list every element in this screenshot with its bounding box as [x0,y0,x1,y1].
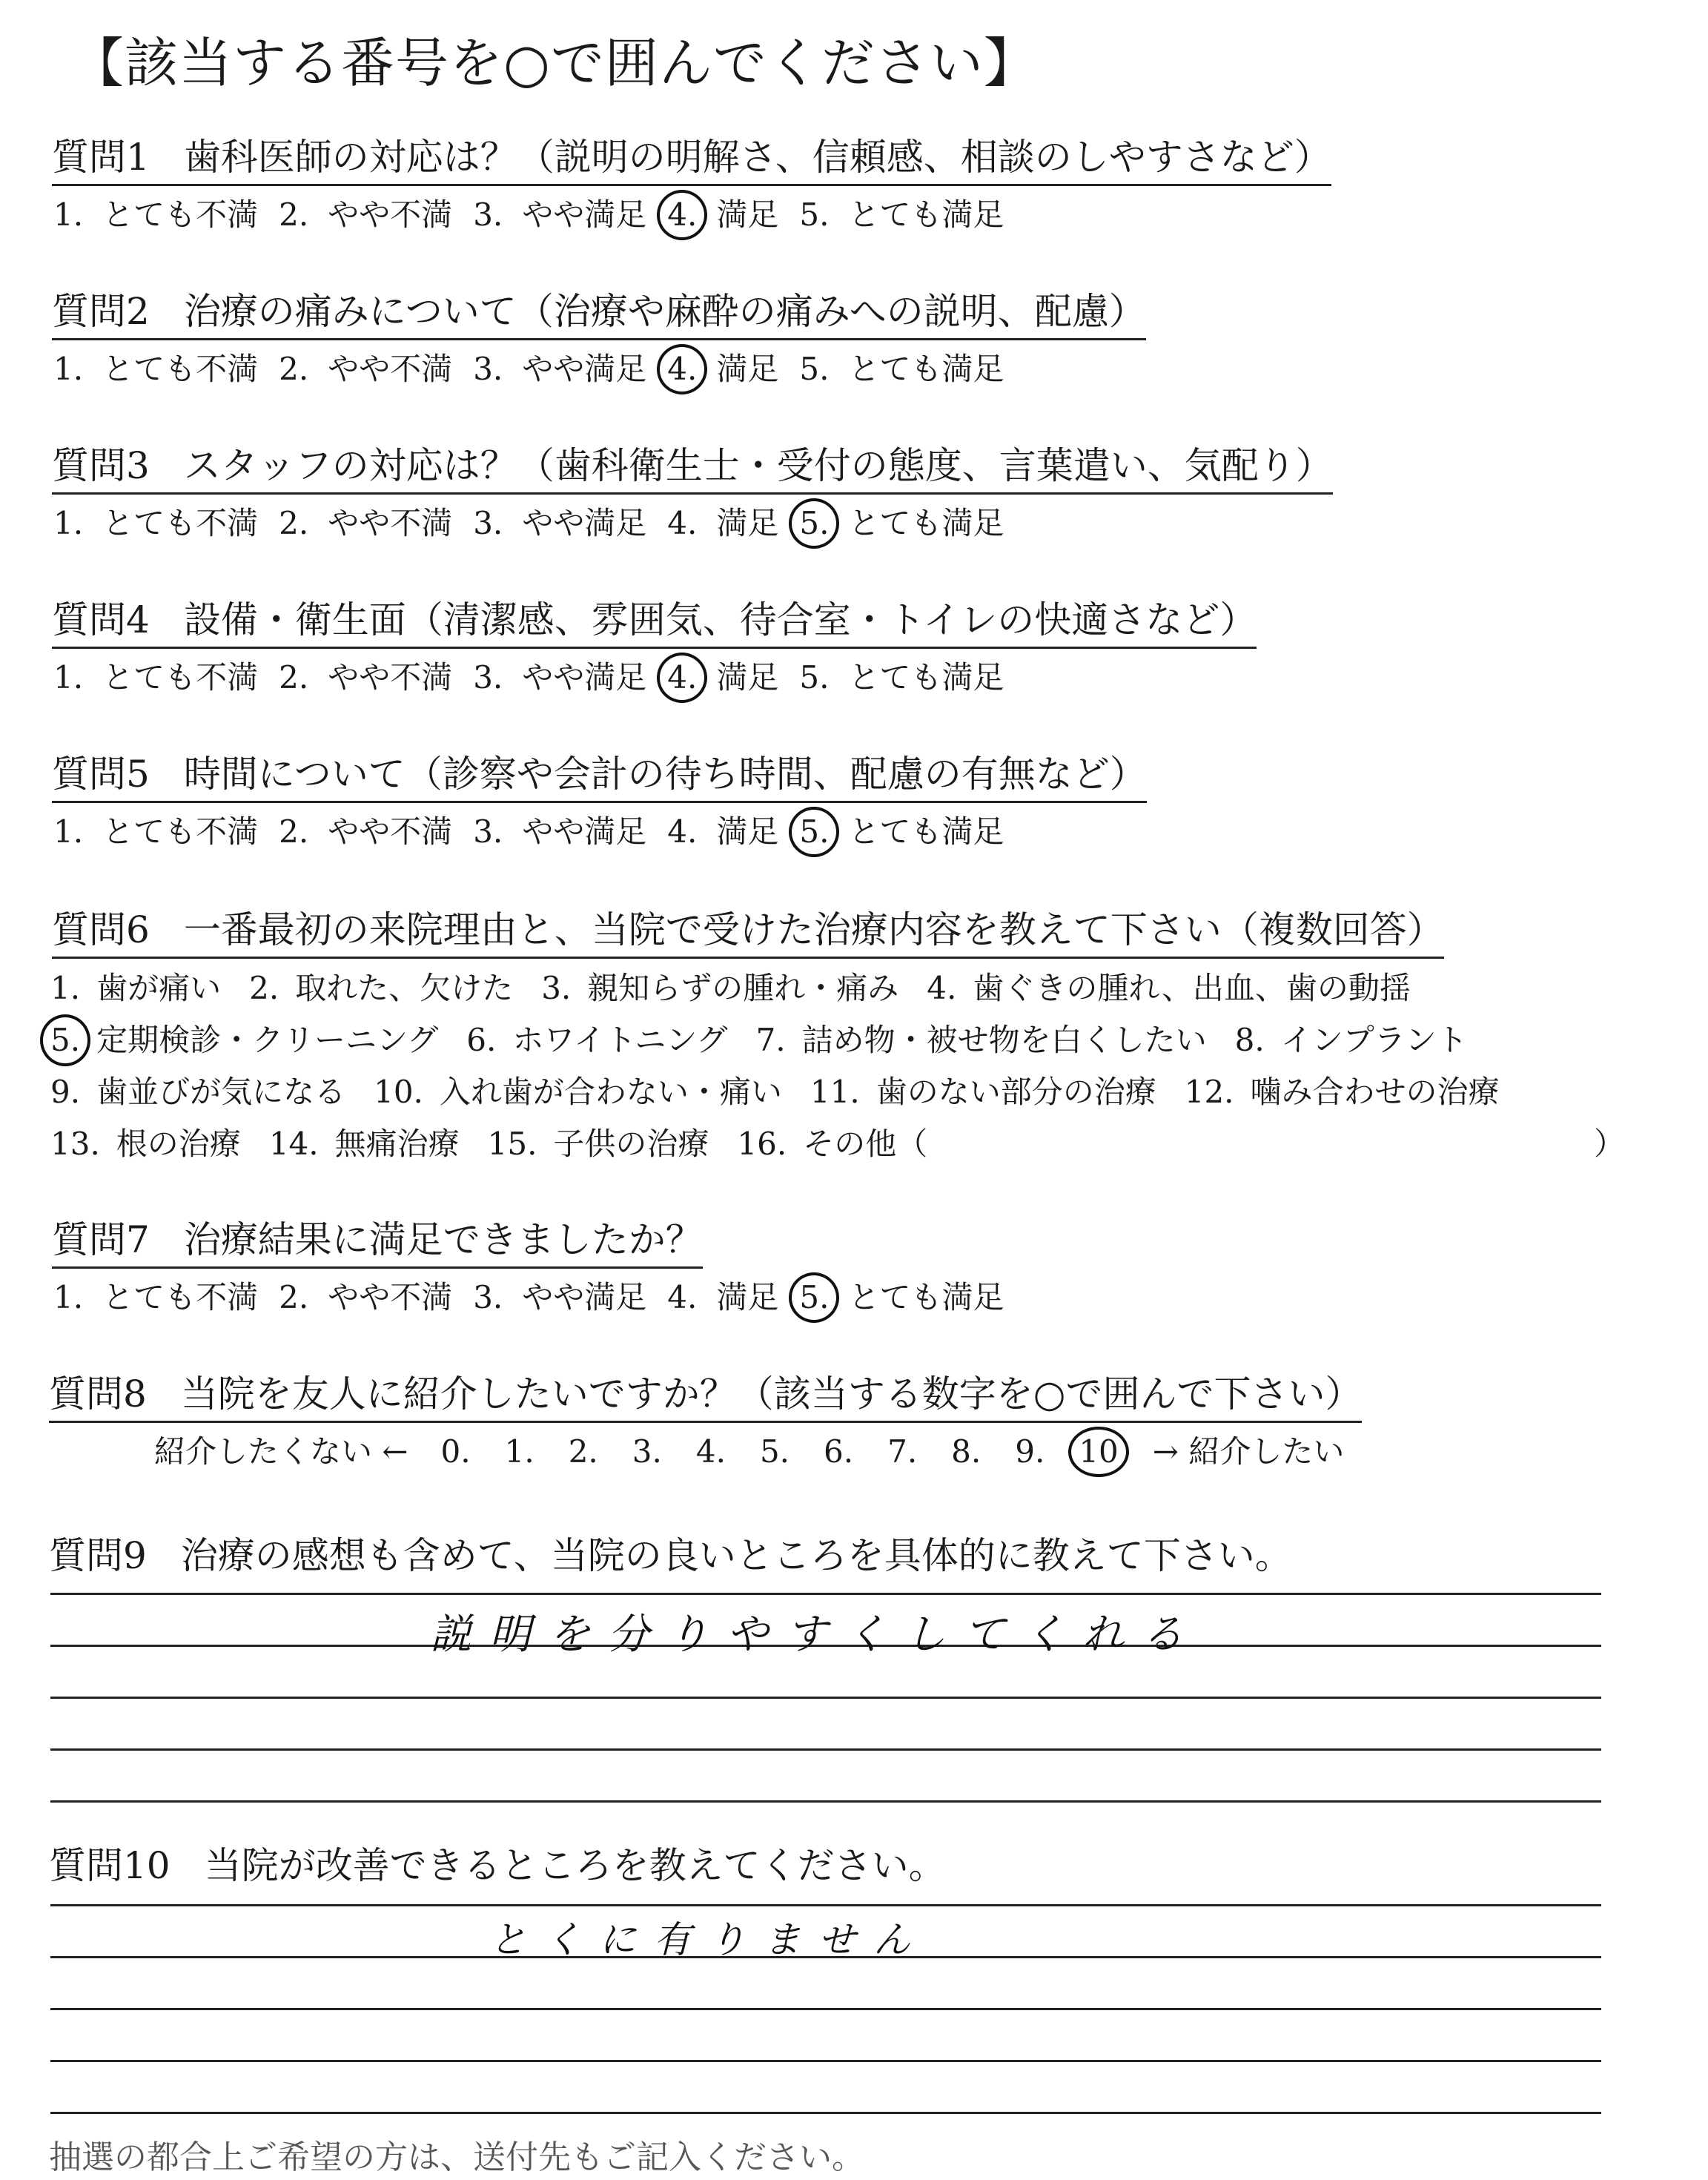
question-1-option-1[interactable] [53,194,258,236]
option-label: 親知らずの腫れ・痛み [587,970,899,1006]
question-4-option-2[interactable] [279,657,452,698]
option-number: 5. [759,1433,790,1470]
option-number: 9. [50,1074,81,1110]
question-3-option-1[interactable] [53,503,258,544]
question-7-option-5[interactable] [799,1277,1004,1318]
answer-line [50,1593,1601,1595]
question-6-option-12[interactable] [1185,1071,1500,1114]
question-8-number-3[interactable] [632,1431,662,1473]
question-6-option-5[interactable] [50,1019,438,1062]
question-1-option-4[interactable] [667,194,778,236]
option-label: 詰め物・被せ物を白くしたい [801,1022,1207,1058]
option-label: とても不満 [102,505,259,541]
question-7-options [53,1277,1025,1318]
option-number: 14. [268,1126,319,1162]
option-label: とても不満 [102,659,259,696]
option-number: 2. [568,1433,598,1470]
question-6-option-13[interactable] [50,1123,241,1166]
option-label: やや満足 [522,196,647,233]
option-number: 1. [53,351,84,387]
option-number: 1. [53,196,84,233]
option-label: やや不満 [328,505,453,541]
option-label: ホワイトニング [512,1022,728,1058]
option-label: とても不満 [102,196,259,233]
question-7-title [52,1216,703,1269]
question-number: 質問3 [52,444,150,487]
option-number: 2. [279,196,309,233]
option-number: 3. [473,659,503,696]
option-label: とても満足 [848,351,1004,387]
option-number: 4. [695,1433,726,1470]
question-8-scale [154,1431,1344,1473]
question-7-option-3[interactable] [473,1277,646,1318]
question-6-option-7[interactable] [756,1019,1207,1062]
question-number: 質問5 [52,753,150,796]
option-label: やや不満 [328,659,453,696]
answer-line [50,2060,1601,2062]
option-label: とても不満 [102,1279,259,1315]
question-text: 時間について（診察や会計の待ち時間、配慮の有無など） [183,753,1147,796]
option-number: 6. [824,1433,854,1470]
question-2-option-4[interactable] [667,349,778,390]
question-4-option-1[interactable] [53,657,258,698]
question-7-option-1[interactable] [53,1277,258,1318]
option-label: 満足 [716,351,779,387]
answer-line [50,1904,1601,1906]
option-number: 4. [667,657,697,698]
question-6-options-row [50,1019,1496,1062]
question-2-option-3[interactable] [473,349,646,390]
option-label: 取れた、欠けた [295,970,514,1006]
question-5-option-1[interactable] [53,811,258,853]
question-6-option-10[interactable] [374,1071,782,1114]
question-2-option-2[interactable] [279,349,452,390]
option-number: 11. [810,1074,860,1110]
option-number: 5. [799,196,830,233]
question-3-title [52,442,1333,495]
question-6-option-15[interactable] [488,1123,709,1166]
option-label: とても満足 [848,813,1004,850]
question-1-title [52,133,1331,186]
question-6-option-4[interactable] [927,967,1411,1010]
option-label: やや満足 [522,659,647,696]
page-heading: 【該当する番号を○で囲んでください】 [70,32,1038,94]
option-label: 満足 [716,505,779,541]
question-5-option-5[interactable] [799,811,1004,853]
question-2-option-1[interactable] [53,349,258,390]
option-number: 3. [541,970,572,1006]
option-number: 4. [667,349,697,390]
question-5-option-3[interactable] [473,811,646,853]
question-8-number-2[interactable] [569,1431,598,1473]
option-label: 満足 [716,1279,779,1315]
option-number: 4. [927,970,957,1006]
option-number: 1. [53,813,84,850]
question-4-options [53,657,1025,698]
question-8-number-6[interactable] [824,1431,853,1473]
option-label: 満足 [716,813,779,850]
question-3-options [53,503,1025,544]
question-6-options-row [50,1123,956,1166]
question-6-option-9[interactable] [50,1071,345,1114]
question-text: 治療の感想も含めて、当院の良いところを具体的に教えて下さい。 [180,1534,1292,1577]
question-7-option-2[interactable] [279,1277,452,1318]
option-label: 子供の治療 [553,1126,709,1162]
option-label: 歯が痛い [96,970,222,1006]
question-1-options [53,194,1025,236]
question-text: 当院を友人に紹介したいですか？（該当する数字を○で囲んで下さい） [180,1373,1363,1416]
question-8-number-9[interactable] [1015,1431,1045,1473]
question-number: 質問9 [49,1534,147,1577]
question-4-title [52,596,1257,649]
question-1-option-5[interactable] [799,194,1004,236]
option-number: 15. [487,1126,537,1162]
question-8-number-7[interactable] [887,1431,917,1473]
question-5-option-2[interactable] [279,811,452,853]
option-label: 噛み合わせの治療 [1250,1074,1500,1110]
question-text: 当院が改善できるところを教えてください。 [204,1844,946,1887]
option-number: 1. [53,659,84,696]
question-number: 質問7 [52,1218,150,1261]
other-close-paren: ） [1594,1126,1626,1162]
question-8-number-4[interactable] [696,1431,726,1473]
question-8-number-0[interactable] [441,1431,471,1473]
option-number: 4. [667,1279,698,1315]
option-label: やや不満 [328,196,453,233]
question-number: 質問10 [49,1844,171,1887]
answer-line [50,2008,1601,2010]
option-number: 4. [667,194,697,236]
option-number: 7. [887,1433,918,1470]
option-label: やや不満 [328,813,453,850]
option-label: 満足 [716,659,779,696]
question-text: 治療の痛みについて（治療や麻酔の痛みへの説明、配慮） [183,290,1146,333]
option-label: 入れ歯が合わない・痛い [439,1074,782,1110]
option-number: 12. [1184,1074,1234,1110]
option-number: 3. [632,1433,662,1470]
answer-line [50,2112,1601,2114]
question-4-option-3[interactable] [473,657,646,698]
option-label: 満足 [716,196,779,233]
option-number: 5. [799,351,830,387]
question-6-option-8[interactable] [1235,1019,1468,1062]
option-label: とても満足 [848,1279,1004,1315]
question-4-option-4[interactable] [667,657,778,698]
scale-left-label: 紹介したくない ← [154,1433,408,1470]
question-5-options [53,811,1025,853]
question-10-answer[interactable]: とくに有りません [489,1918,928,1961]
option-number: 8. [1234,1022,1265,1058]
question-text: 設備・衛生面（清潔感、雰囲気、待合室・トイレの快適さなど） [183,598,1257,641]
question-7-option-4[interactable] [667,1277,778,1318]
option-number: 2. [279,659,309,696]
question-1-option-3[interactable] [473,194,646,236]
option-label: とても不満 [102,351,259,387]
footer-note: 抽選の都合上ご希望の方は、送付先もご記入ください。 [49,2138,864,2176]
question-6-option-14[interactable] [269,1123,460,1166]
question-9-title [49,1532,1292,1579]
option-label: とても満足 [848,659,1004,696]
option-label: やや満足 [522,813,647,850]
question-5-title [52,750,1147,803]
option-label: 根の治療 [116,1126,241,1162]
question-8-number-8[interactable] [951,1431,981,1473]
option-number: 6. [466,1022,497,1058]
question-6-option-1[interactable] [50,967,221,1010]
option-label: 歯並びが気になる [96,1074,346,1110]
question-8-number-5[interactable] [760,1431,790,1473]
question-6-option-2[interactable] [249,967,513,1010]
question-6-options-row [50,1071,1528,1114]
question-8-title [49,1370,1362,1423]
option-label: 定期検診・クリーニング [96,1022,439,1058]
question-text: 歯科医師の対応は？（説明の明解さ、信頼感、相談のしやすさなど） [183,136,1331,179]
question-2-option-5[interactable] [799,349,1004,390]
option-label: やや満足 [522,505,647,541]
option-number: 5. [50,1019,80,1062]
option-number: 8. [951,1433,982,1470]
option-number: 3. [473,196,503,233]
option-number: 3. [473,813,503,850]
answer-line [50,1748,1601,1751]
question-2-title [52,288,1146,340]
question-5-option-4[interactable] [667,811,778,853]
question-number: 質問4 [52,598,150,641]
question-6-option-16[interactable] [737,1123,927,1166]
option-number: 2. [279,351,309,387]
option-label: その他（ [803,1126,928,1162]
option-number: 5. [799,811,829,853]
option-label: とても満足 [848,505,1004,541]
option-number: 1. [504,1433,534,1470]
option-number: 7. [755,1022,786,1058]
option-number: 4. [667,505,698,541]
option-number: 10. [374,1074,423,1110]
option-label: 歯ぐきの腫れ、出血、歯の動揺 [973,970,1411,1006]
question-number: 質問8 [49,1373,147,1416]
question-4-option-5[interactable] [799,657,1004,698]
question-number: 質問6 [52,908,150,951]
answer-line [50,1697,1601,1699]
option-number: 9. [1015,1433,1045,1470]
option-label: とても不満 [102,813,259,850]
option-label: とても満足 [848,196,1004,233]
option-number: 2. [279,813,309,850]
question-1-option-2[interactable] [279,194,452,236]
question-6-options-row [50,967,1439,1010]
option-number: 5. [799,1277,829,1318]
option-number: 10 [1079,1431,1118,1473]
option-number: 2. [249,970,279,1006]
question-2-options [53,349,1025,390]
option-number: 2. [279,1279,309,1315]
option-number: 1. [50,970,81,1006]
question-text: スタッフの対応は？（歯科衛生士・受付の態度、言葉遣い、気配り） [183,444,1333,487]
option-number: 13. [50,1126,100,1162]
option-number: 1. [53,505,84,541]
question-9-answer[interactable]: 説明を分りやすくしてくれる [430,1611,1201,1659]
option-number: 16. [737,1126,787,1162]
option-number: 3. [473,351,503,387]
question-6-title [52,906,1444,959]
answer-line [50,1800,1601,1803]
option-label: インプラント [1280,1022,1468,1058]
option-label: 無痛治療 [334,1126,460,1162]
question-3-option-4[interactable] [667,503,778,544]
question-6-option-6[interactable] [466,1019,727,1062]
option-label: やや満足 [522,1279,647,1315]
option-label: やや不満 [328,351,453,387]
question-3-option-5[interactable] [799,503,1004,544]
option-label: やや不満 [328,1279,453,1315]
question-8-number-10[interactable] [1079,1431,1118,1473]
question-3-option-2[interactable] [279,503,452,544]
question-8-number-1[interactable] [505,1431,534,1473]
option-number: 3. [473,505,503,541]
option-number: 5. [799,659,830,696]
question-text: 一番最初の来院理由と、当院で受けた治療内容を教えて下さい（複数回答） [183,908,1444,951]
scale-right-label: → 紹介したい [1152,1433,1345,1470]
option-label: やや満足 [522,351,647,387]
question-text: 治療結果に満足できましたか？ [183,1218,703,1261]
question-number: 質問2 [52,290,150,333]
question-number: 質問1 [52,136,150,179]
option-label: 歯のない部分の治療 [875,1074,1156,1110]
question-10-title [49,1842,946,1889]
option-number: 5. [799,503,829,544]
question-3-option-3[interactable] [473,503,646,544]
option-number: 1. [53,1279,84,1315]
question-6-option-11[interactable] [810,1071,1156,1114]
question-6-option-3[interactable] [541,967,898,1010]
option-number: 0. [440,1433,471,1470]
option-number: 4. [667,813,698,850]
option-number: 3. [473,1279,503,1315]
option-number: 2. [279,505,309,541]
